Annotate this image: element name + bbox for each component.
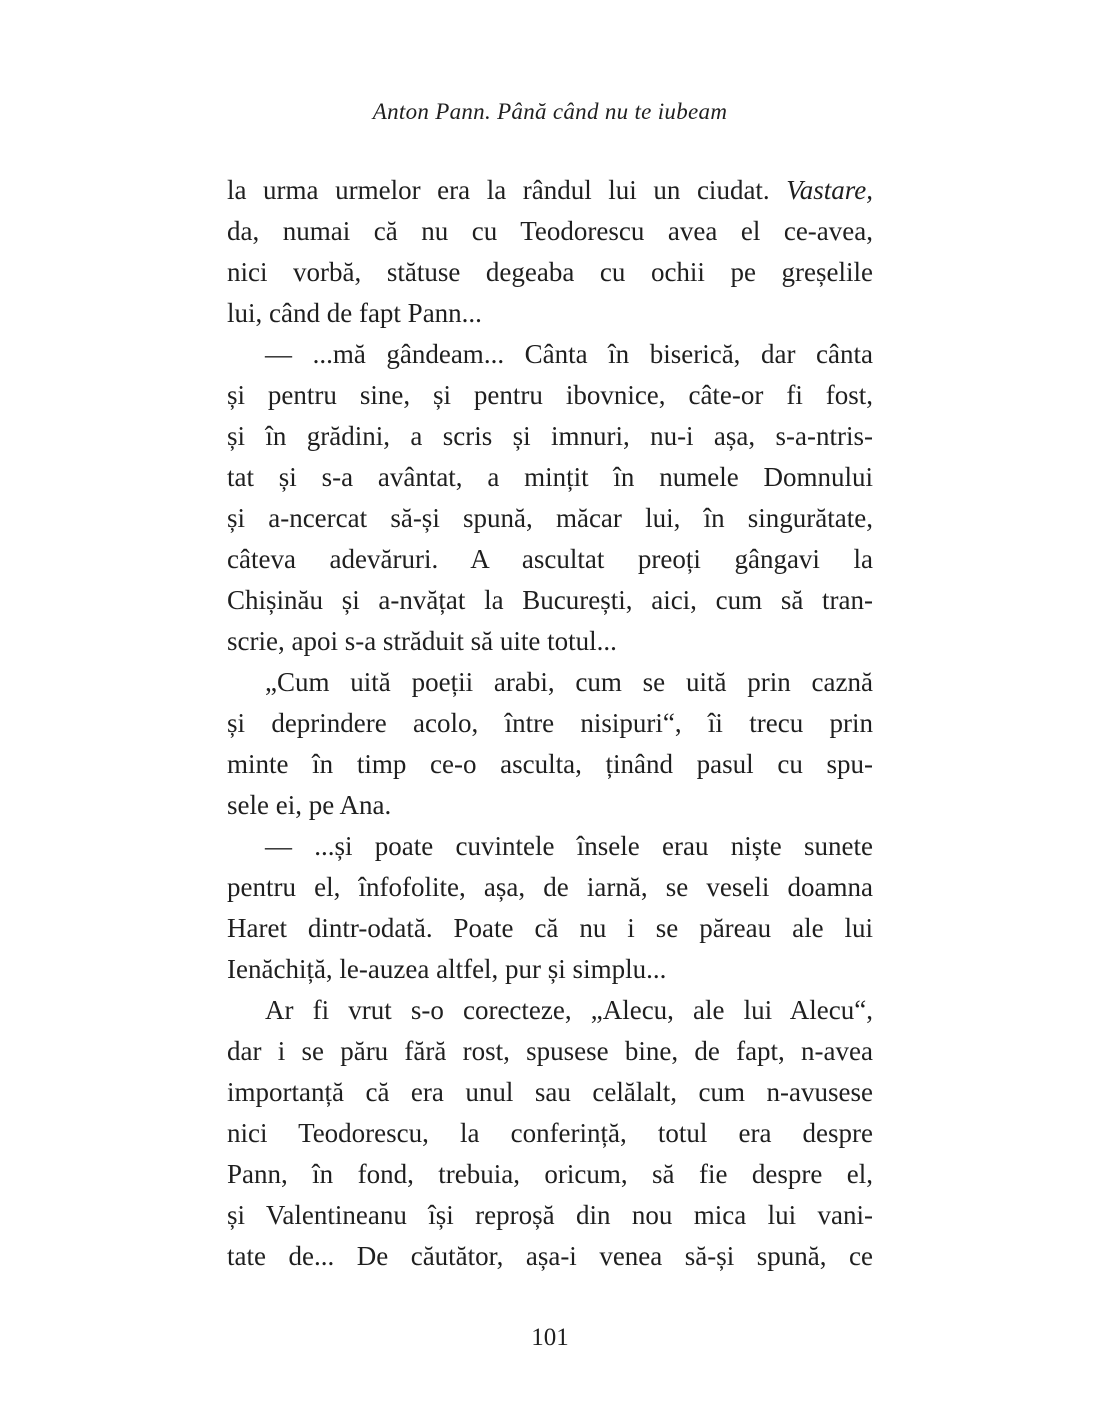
paragraph [227, 826, 873, 990]
text-line: minte în timp ce-o asculta, ținând pasul cu spu- [227, 749, 873, 779]
text-line: și deprindere acolo, între nisipuri“, îi trecu prin [227, 708, 873, 738]
body-text [227, 170, 873, 1277]
text-line: — ...și poate cuvintele însele erau niște sunete [265, 831, 873, 861]
text-line: Haret dintr-odată. Poate că nu i se păreau ale lui [227, 913, 873, 943]
paragraph [227, 662, 873, 826]
text-line: lui, când de fapt Pann... [227, 298, 482, 328]
text-line: Ienăchiță, le-auzea altfel, pur și simplu... [227, 954, 667, 984]
text-line: — ...mă gândeam... Cânta în biserică, dar cânta [265, 339, 873, 369]
text-line: „Cum uită poeții arabi, cum se uită prin caznă [265, 667, 873, 697]
text-line: și în grădini, a scris și imnuri, nu-i așa, s-a-ntris- [227, 421, 873, 451]
text-line: dar i se păru fără rost, spusese bine, de fapt, n-avea [227, 1036, 873, 1066]
page-number: 101 [531, 1324, 569, 1351]
text-line: și Valentineanu își reproșă din nou mica lui vani- [227, 1200, 873, 1230]
text-line: da, numai că nu cu Teodorescu avea el ce-avea, [227, 216, 873, 246]
paragraph [227, 990, 873, 1277]
text-line: nici Teodorescu, la conferință, totul era despre [227, 1118, 873, 1148]
text-line: tate de... De căutător, așa-i venea să-și spună, ce [227, 1241, 873, 1271]
text-line: Chișinău și a-nvățat la București, aici, cum să tran- [227, 585, 873, 615]
text-line: pentru el, înfofolite, așa, de iarnă, se veseli doamna [227, 872, 873, 902]
text-line: Ar fi vrut s-o corecteze, „Alecu, ale lui Alecu“, [265, 995, 873, 1025]
text-line: sele ei, pe Ana. [227, 790, 392, 820]
text-line: tat și s-a avântat, a mințit în numele Domnului [227, 462, 873, 492]
text-line: câteva adevăruri. A ascultat preoți gângavi la [227, 544, 873, 574]
paragraph [227, 334, 873, 662]
text-line: scrie, apoi s-a străduit să uite totul... [227, 626, 617, 656]
text-line: Pann, în fond, trebuia, oricum, să fie despre el, [227, 1159, 873, 1189]
text-line: la urma urmelor era la rândul lui un ciudat. Vastare, [227, 175, 873, 205]
paragraph [227, 170, 873, 334]
text-line: importanță că era unul sau celălalt, cum n-avusese [227, 1077, 873, 1107]
running-header: Anton Pann. Până când nu te iubeam [372, 99, 728, 124]
text-line: și pentru sine, și pentru ibovnice, câte-or fi fost, [227, 380, 873, 410]
text-line: nici vorbă, stătuse degeaba cu ochii pe greșelile [227, 257, 873, 287]
text-line: și a-ncercat să-și spună, măcar lui, în singurătate, [227, 503, 873, 533]
